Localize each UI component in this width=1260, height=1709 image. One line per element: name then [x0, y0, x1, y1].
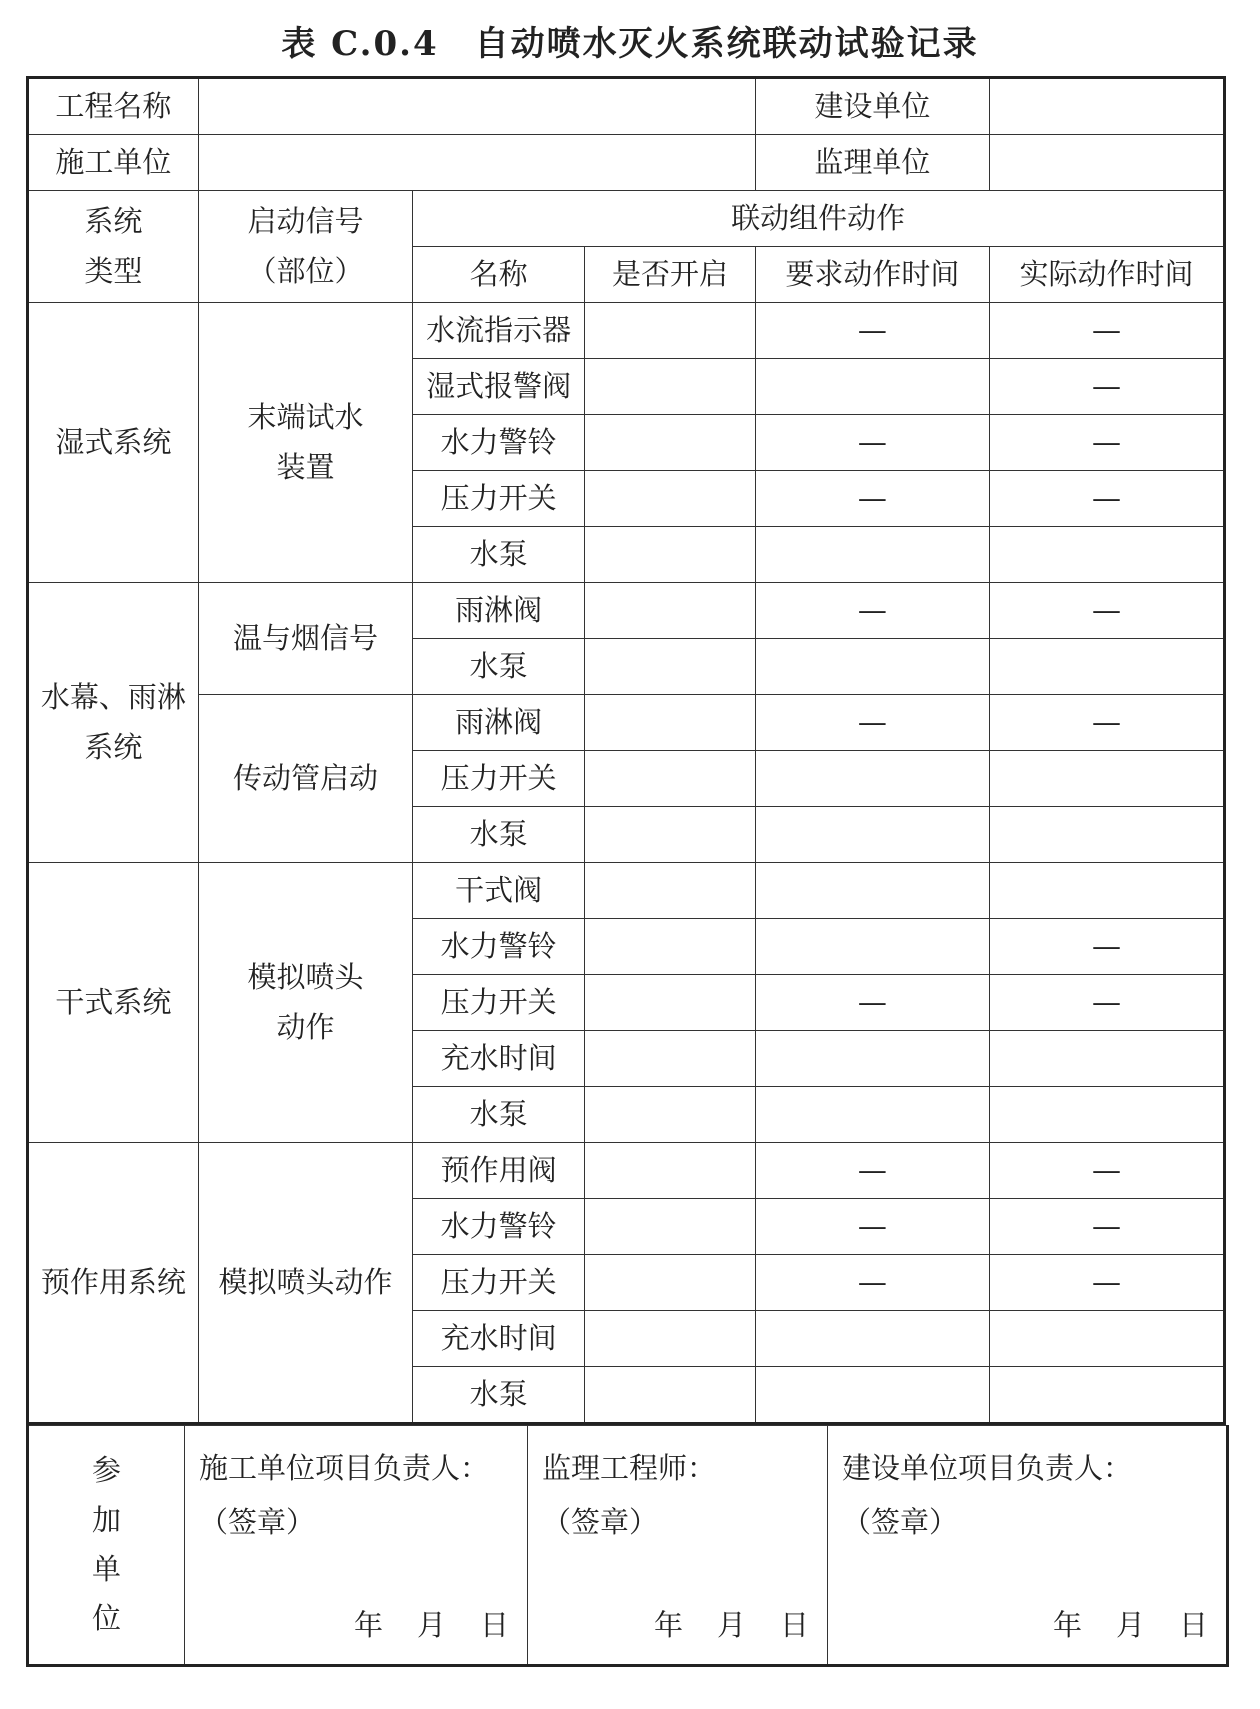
system-deluge-line2: 系统	[84, 729, 143, 764]
constructor-manager-label: 施工单位项目负责人：	[199, 1451, 490, 1485]
required-time-cell[interactable]	[755, 1087, 989, 1143]
builder-signature-cell[interactable]	[828, 1426, 1228, 1666]
component-name: 压力开关	[413, 751, 585, 807]
signal-wet	[198, 303, 412, 583]
date-line	[320, 1601, 509, 1650]
opened-cell[interactable]	[585, 1143, 756, 1199]
dash-mark: —	[857, 312, 887, 347]
required-time-cell[interactable]	[755, 583, 989, 639]
table-title: 自动喷水灭火系统联动试验记录	[474, 24, 979, 64]
linkage-group-header: 联动组件动作	[413, 191, 1225, 247]
required-time-cell[interactable]	[755, 471, 989, 527]
opened-cell[interactable]	[585, 583, 756, 639]
component-name: 充水时间	[413, 1031, 585, 1087]
actual-time-cell[interactable]	[989, 695, 1224, 751]
constructor-label: 施工单位	[28, 135, 199, 191]
month-label: 月	[416, 1607, 446, 1642]
actual-time-cell[interactable]	[989, 863, 1224, 919]
table-number: 表 C.0.4	[281, 24, 439, 64]
system-type-header-line2: 类型	[84, 253, 143, 288]
day-label: 日	[1178, 1607, 1208, 1642]
dash-mark: —	[857, 984, 887, 1019]
dash-mark: —	[1091, 424, 1121, 459]
required-time-cell[interactable]	[755, 863, 989, 919]
required-time-cell[interactable]	[755, 975, 989, 1031]
required-time-cell[interactable]	[755, 1031, 989, 1087]
actual-time-header: 实际动作时间	[989, 247, 1224, 303]
system-preaction: 预作用系统	[28, 1143, 199, 1424]
required-time-cell[interactable]	[755, 527, 989, 583]
participants-char: 加	[91, 1502, 121, 1537]
required-time-cell[interactable]	[755, 303, 989, 359]
component-name: 水力警铃	[413, 415, 585, 471]
required-time-cell[interactable]	[755, 919, 989, 975]
actual-time-cell[interactable]	[989, 639, 1224, 695]
opened-cell[interactable]	[585, 1255, 756, 1311]
component-name: 水泵	[413, 527, 585, 583]
signal-preaction: 模拟喷头动作	[198, 1143, 412, 1424]
component-name: 雨淋阀	[413, 583, 585, 639]
dash-mark: —	[857, 704, 887, 739]
constructor-field[interactable]	[198, 135, 755, 191]
signal-wet-line2: 装置	[276, 449, 335, 484]
table-row	[28, 863, 1225, 919]
component-name: 充水时间	[413, 1311, 585, 1367]
required-time-cell[interactable]	[755, 751, 989, 807]
signal-drive-pipe: 传动管启动	[198, 695, 412, 863]
year-label: 年	[1052, 1607, 1082, 1642]
dash-mark: —	[857, 1152, 887, 1187]
dash-mark: —	[1091, 1264, 1121, 1299]
component-name-header: 名称	[413, 247, 585, 303]
opened-cell[interactable]	[585, 695, 756, 751]
actual-time-cell[interactable]	[989, 1087, 1224, 1143]
table-row	[28, 303, 1225, 359]
required-time-cell[interactable]	[755, 1311, 989, 1367]
actual-time-cell[interactable]	[989, 303, 1224, 359]
component-name: 压力开关	[413, 1255, 585, 1311]
seal-label: （签章）	[542, 1505, 659, 1539]
column-header-row-1	[28, 191, 1225, 247]
system-type-header	[28, 191, 199, 303]
opened-cell[interactable]	[585, 1311, 756, 1367]
opened-cell[interactable]	[585, 1367, 756, 1424]
signoff-row	[28, 1426, 1228, 1666]
actual-time-cell[interactable]	[989, 1143, 1224, 1199]
opened-cell[interactable]	[585, 863, 756, 919]
component-name: 水力警铃	[413, 919, 585, 975]
opened-cell[interactable]	[585, 751, 756, 807]
dash-mark: —	[1091, 1208, 1121, 1243]
year-label: 年	[353, 1607, 383, 1642]
builder-field[interactable]	[989, 78, 1224, 135]
system-deluge	[28, 583, 199, 863]
dash-mark: —	[857, 480, 887, 515]
component-name: 湿式报警阀	[413, 359, 585, 415]
supervisor-label: 监理单位	[755, 135, 989, 191]
year-label: 年	[653, 1607, 683, 1642]
required-time-cell[interactable]	[755, 807, 989, 863]
dash-mark: —	[1091, 312, 1121, 347]
table-row	[28, 583, 1225, 639]
participants-char: 位	[91, 1601, 121, 1636]
participants-char: 单	[91, 1552, 121, 1586]
component-name: 压力开关	[413, 471, 585, 527]
participants-label	[28, 1426, 185, 1666]
component-name: 干式阀	[413, 863, 585, 919]
dash-mark: —	[1091, 368, 1121, 403]
opened-cell[interactable]	[585, 1199, 756, 1255]
signal-dry-line1: 模拟喷头	[247, 960, 364, 995]
required-time-cell[interactable]	[755, 359, 989, 415]
component-name: 水力警铃	[413, 1199, 585, 1255]
required-time-header: 要求动作时间	[755, 247, 989, 303]
supervisor-signature-cell[interactable]	[528, 1426, 828, 1666]
component-name: 水泵	[413, 639, 585, 695]
system-type-header-line1: 系统	[84, 204, 143, 239]
opened-cell[interactable]	[585, 303, 756, 359]
dash-mark: —	[857, 424, 887, 459]
month-label: 月	[716, 1607, 746, 1642]
actual-time-cell[interactable]	[989, 1255, 1224, 1311]
actual-time-cell[interactable]	[989, 1199, 1224, 1255]
seal-label: （签章）	[199, 1505, 316, 1539]
constructor-row	[28, 135, 1225, 191]
component-name: 雨淋阀	[413, 695, 585, 751]
actual-time-cell[interactable]	[989, 1367, 1224, 1424]
linkage-test-table	[26, 76, 1226, 1425]
actual-time-cell[interactable]	[989, 919, 1224, 975]
actual-time-cell[interactable]	[989, 359, 1224, 415]
date-line	[1019, 1601, 1208, 1650]
actual-time-cell[interactable]	[989, 583, 1224, 639]
dash-mark: —	[857, 1264, 887, 1299]
opened-cell[interactable]	[585, 471, 756, 527]
actual-time-cell[interactable]	[989, 1031, 1224, 1087]
builder-label: 建设单位	[755, 78, 989, 135]
dash-mark: —	[1091, 1152, 1121, 1187]
actual-time-cell[interactable]	[989, 415, 1224, 471]
project-name-field[interactable]	[198, 78, 755, 135]
dash-mark: —	[857, 1208, 887, 1243]
actual-time-cell[interactable]	[989, 751, 1224, 807]
component-name: 水流指示器	[413, 303, 585, 359]
dash-mark: —	[1091, 480, 1121, 515]
signal-header	[198, 191, 412, 303]
opened-cell[interactable]	[585, 807, 756, 863]
system-wet: 湿式系统	[28, 303, 199, 583]
form-title	[0, 16, 1260, 65]
required-time-cell[interactable]	[755, 1367, 989, 1424]
month-label: 月	[1115, 1607, 1145, 1642]
signal-wet-line1: 末端试水	[247, 400, 364, 435]
constructor-signature-cell[interactable]	[185, 1426, 528, 1666]
actual-time-cell[interactable]	[989, 471, 1224, 527]
table-row	[28, 1143, 1225, 1199]
opened-cell[interactable]	[585, 1087, 756, 1143]
component-name: 水泵	[413, 807, 585, 863]
dash-mark: —	[1091, 928, 1121, 963]
day-label: 日	[479, 1607, 509, 1642]
component-name: 压力开关	[413, 975, 585, 1031]
actual-time-cell[interactable]	[989, 1311, 1224, 1367]
opened-cell[interactable]	[585, 639, 756, 695]
system-deluge-line1: 水幕、雨淋	[40, 680, 186, 715]
signal-dry-line2: 动作	[276, 1009, 335, 1044]
signal-header-line1: 启动信号	[247, 204, 364, 239]
component-name: 预作用阀	[413, 1143, 585, 1199]
opened-cell[interactable]	[585, 527, 756, 583]
actual-time-cell[interactable]	[989, 527, 1224, 583]
builder-manager-label: 建设单位项目负责人：	[842, 1451, 1133, 1485]
participants-char: 参	[91, 1453, 121, 1488]
component-name: 水泵	[413, 1087, 585, 1143]
actual-time-cell[interactable]	[989, 975, 1224, 1031]
actual-time-cell[interactable]	[989, 807, 1224, 863]
required-time-cell[interactable]	[755, 415, 989, 471]
signal-temp-smoke: 温与烟信号	[198, 583, 412, 695]
opened-cell[interactable]	[585, 359, 756, 415]
project-name-label: 工程名称	[28, 78, 199, 135]
required-time-cell[interactable]	[755, 1255, 989, 1311]
required-time-cell[interactable]	[755, 695, 989, 751]
opened-cell[interactable]	[585, 919, 756, 975]
supervising-engineer-label: 监理工程师：	[542, 1451, 717, 1485]
record-sheet	[26, 76, 1226, 1684]
day-label: 日	[779, 1607, 809, 1642]
system-dry: 干式系统	[28, 863, 199, 1143]
dash-mark: —	[1091, 592, 1121, 627]
table-row	[28, 695, 1225, 751]
opened-cell[interactable]	[585, 975, 756, 1031]
required-time-cell[interactable]	[755, 639, 989, 695]
signal-header-line2: （部位）	[247, 253, 364, 288]
dash-mark: —	[1091, 984, 1121, 1019]
date-line	[620, 1601, 809, 1650]
opened-cell[interactable]	[585, 1031, 756, 1087]
required-time-cell[interactable]	[755, 1143, 989, 1199]
supervisor-field[interactable]	[989, 135, 1224, 191]
required-time-cell[interactable]	[755, 1199, 989, 1255]
dash-mark: —	[857, 592, 887, 627]
component-name: 水泵	[413, 1367, 585, 1424]
signoff-table	[26, 1425, 1229, 1667]
signal-dry	[198, 863, 412, 1143]
opened-header: 是否开启	[585, 247, 756, 303]
project-row	[28, 78, 1225, 135]
dash-mark: —	[1091, 704, 1121, 739]
seal-label: （签章）	[842, 1505, 959, 1539]
opened-cell[interactable]	[585, 415, 756, 471]
